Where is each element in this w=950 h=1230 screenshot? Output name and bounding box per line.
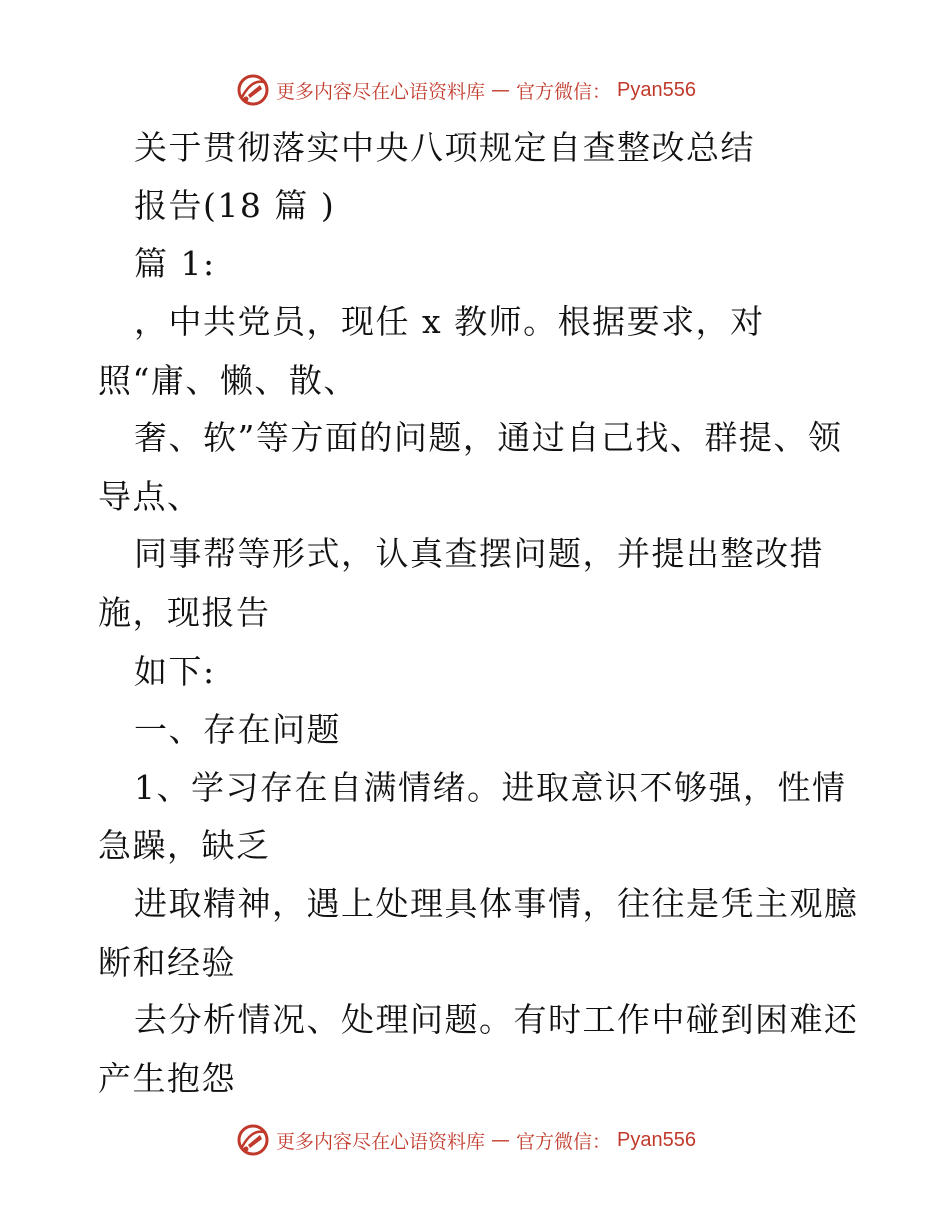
watermark-separator: — [491, 79, 511, 101]
brand-logo-icon [236, 1123, 270, 1157]
paragraph-line: 如下: [134, 652, 216, 691]
footer-watermark [236, 1122, 696, 1158]
paragraph-line: 断和经验 [98, 943, 236, 982]
paragraph-line: 进取精神，遇上处理具体事情，往往是凭主观臆 [134, 884, 859, 923]
paragraph-line: 产生抱怨 [98, 1059, 236, 1098]
document-title-line-1: 关于贯彻落实中央八项规定自查整改总结 [134, 128, 755, 167]
header-watermark [236, 72, 696, 108]
document-title-line-2: 报告(18 篇 ) [134, 186, 336, 225]
paragraph-line: 去分析情况、处理问题。有时工作中碰到困难还 [134, 1000, 859, 1039]
watermark-text: 更多内容尽在心语资料库 [276, 1130, 486, 1153]
paragraph-line: ，中共党员，现任 x 教师。根据要求，对 [134, 302, 765, 341]
paragraph-line: 照“庸、懒、散、 [98, 361, 358, 400]
watermark-text: 更多内容尽在心语资料库 [276, 80, 486, 103]
section-heading: 一、存在问题 [134, 710, 341, 749]
brand-logo-icon [236, 73, 270, 107]
watermark-wechat-label: 官方微信： [516, 80, 612, 103]
paragraph-line: 1、学习存在自满情绪。进取意识不够强，性情 [134, 768, 847, 807]
watermark-wechat-id: Pyan556 [617, 1128, 696, 1151]
watermark-wechat-id: Pyan556 [617, 78, 696, 101]
watermark-separator: — [491, 1129, 511, 1151]
paragraph-line: 同事帮等形式，认真查摆问题，并提出整改措 [134, 534, 824, 573]
paragraph-line: 施，现报告 [98, 593, 271, 632]
section-heading: 篇 1: [134, 244, 216, 283]
paragraph-line: 导点、 [98, 477, 202, 516]
paragraph-line: 急躁，缺乏 [98, 826, 271, 865]
paragraph-line: 奢、软”等方面的问题，通过自己找、群提、领 [134, 418, 843, 457]
watermark-wechat-label: 官方微信： [516, 1130, 612, 1153]
